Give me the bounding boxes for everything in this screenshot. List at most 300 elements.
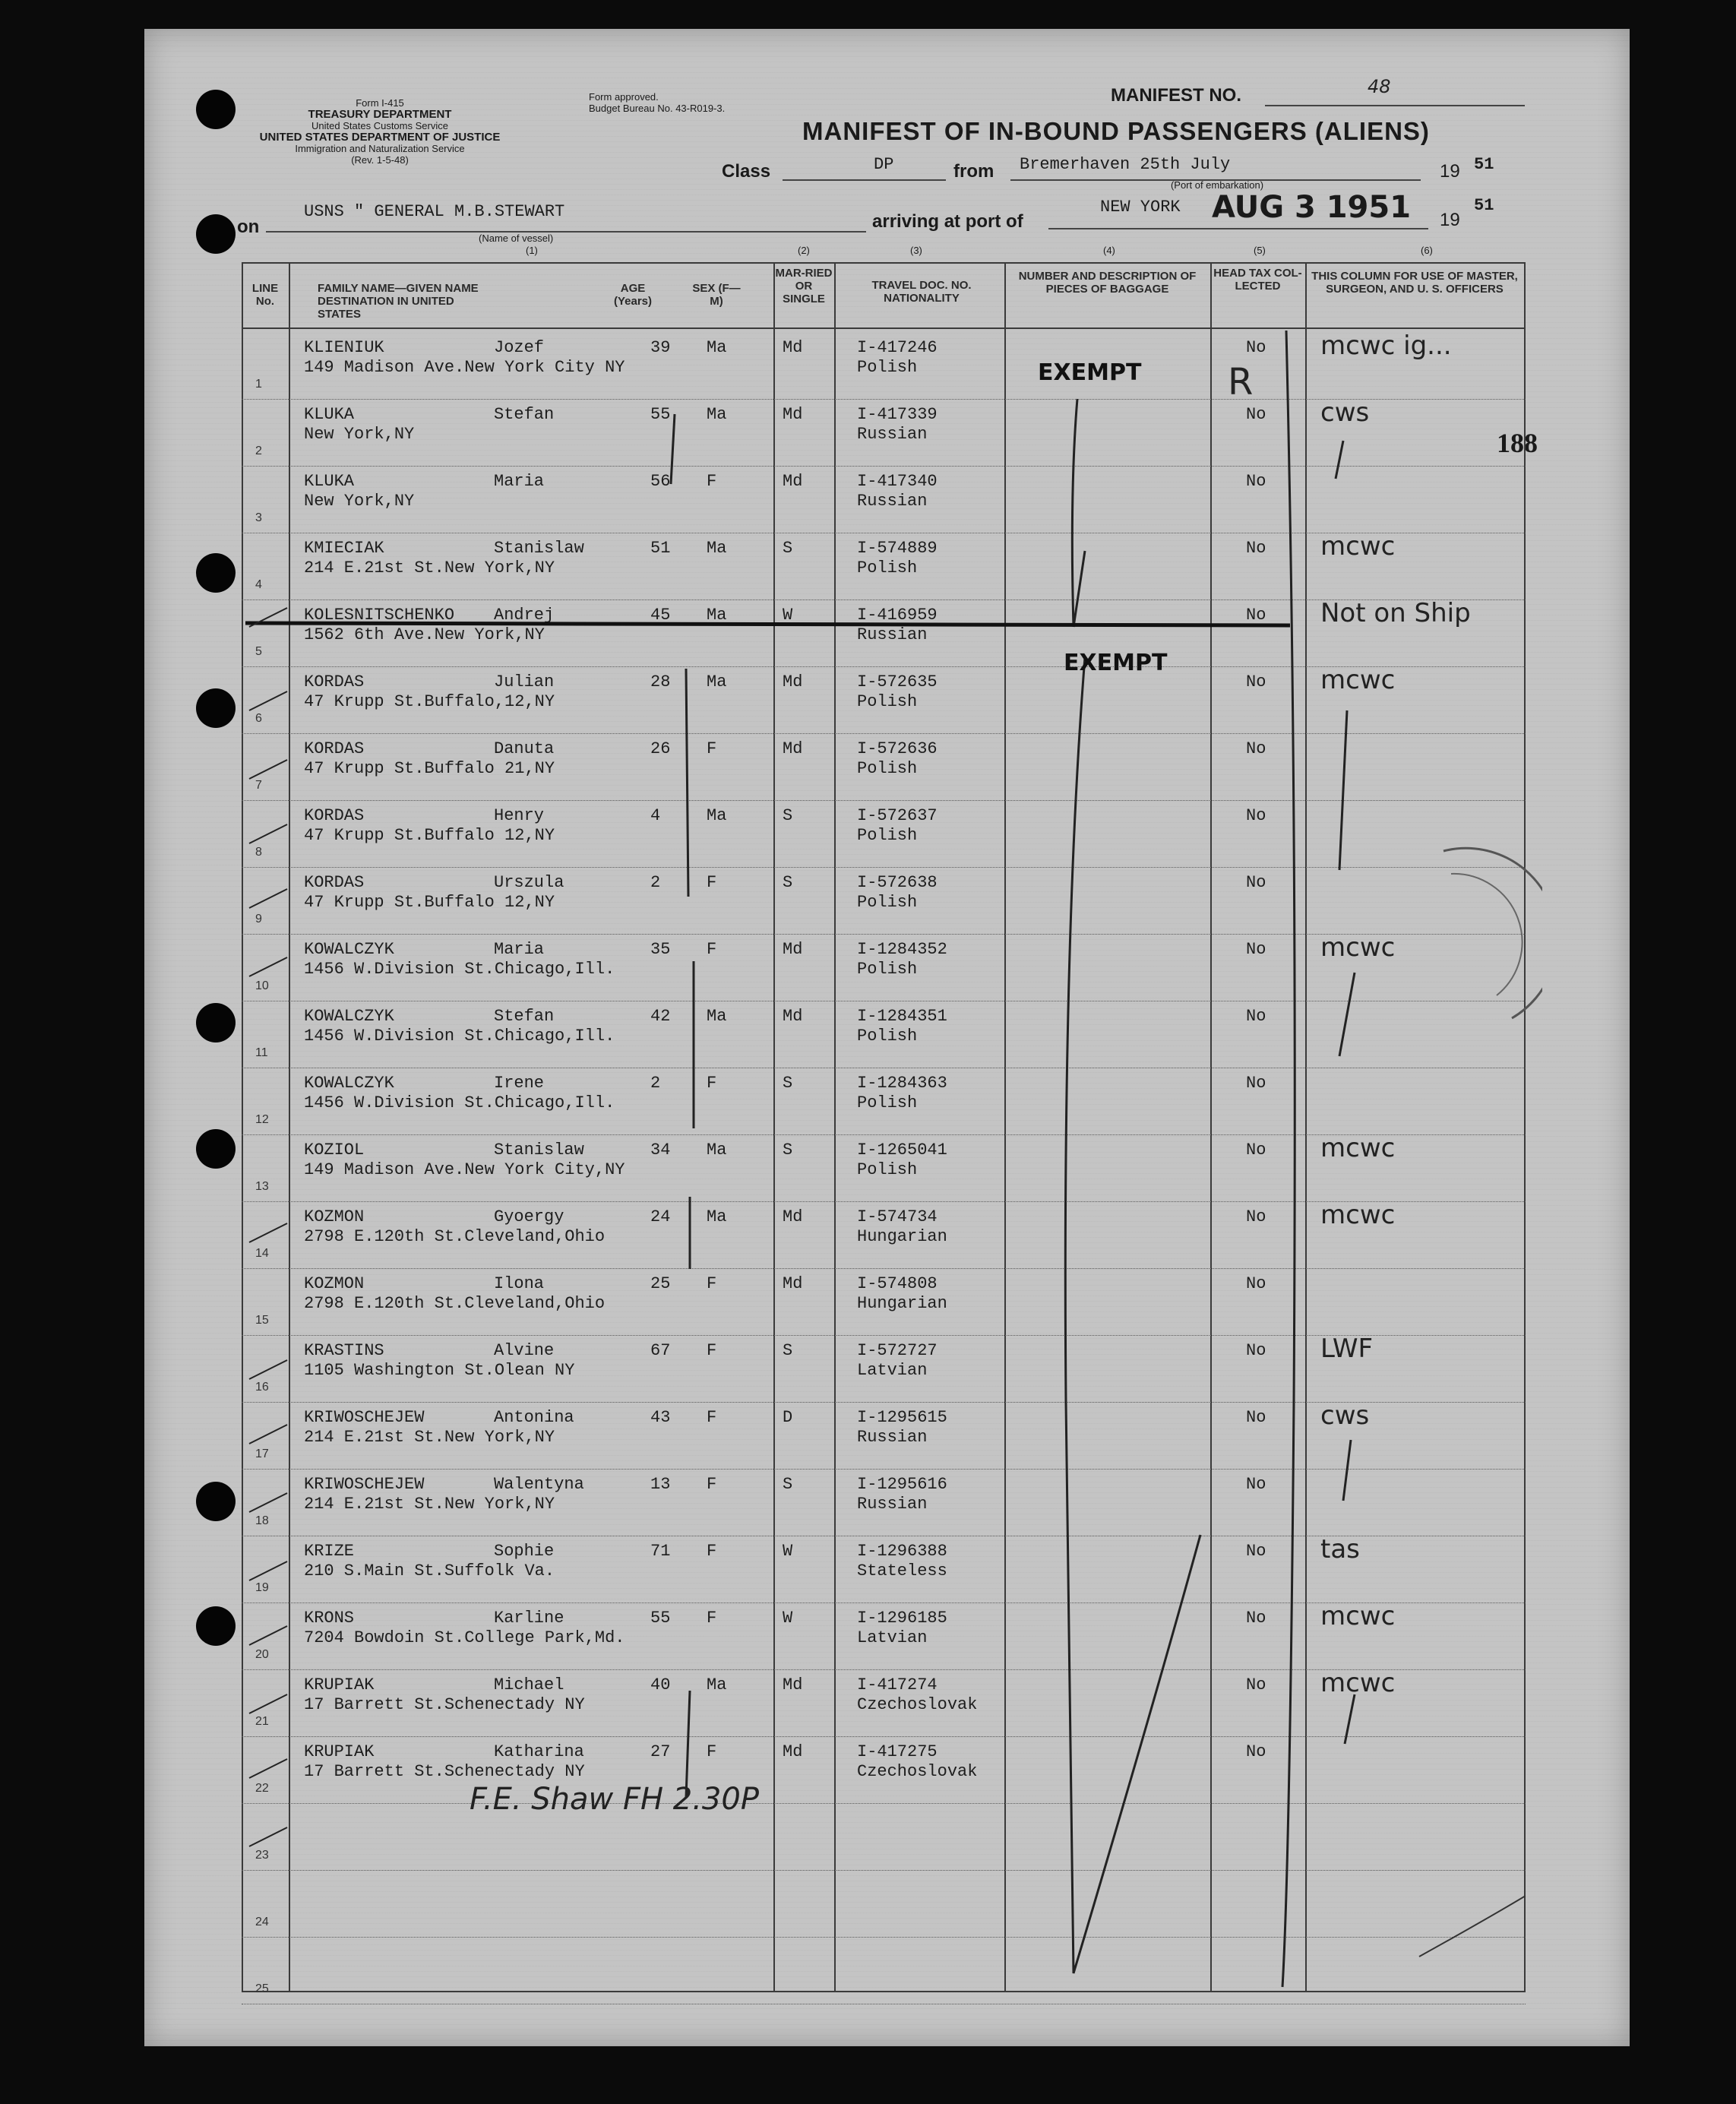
destination: 214 E.21st St.New York,NY <box>304 1495 555 1514</box>
nationality: Polish <box>857 558 918 577</box>
family-name: KRONS <box>304 1609 355 1628</box>
nationality: Polish <box>857 826 918 845</box>
given-name: Maria <box>494 940 545 959</box>
family-name: KMIECIAK <box>304 539 384 558</box>
given-name: Jozef <box>494 338 545 357</box>
nationality: Hungarian <box>857 1227 947 1246</box>
marital-status: S <box>783 1475 793 1494</box>
form-approved-label: Form approved. <box>589 91 659 103</box>
travel-doc-no: I-417246 <box>857 338 938 357</box>
col-head-name: FAMILY NAME—GIVEN NAME DESTINATION IN UNITED STATES <box>318 282 479 321</box>
age: 25 <box>650 1274 671 1293</box>
ins-label: Immigration and Naturalization Service <box>295 143 465 154</box>
given-name: Henry <box>494 806 545 825</box>
given-name: Danuta <box>494 739 555 758</box>
line-number: 10 <box>255 979 269 992</box>
head-tax: No <box>1246 1007 1266 1026</box>
travel-doc-no: I-1295616 <box>857 1475 947 1494</box>
line-number: 9 <box>255 913 262 925</box>
travel-doc-no: I-1296185 <box>857 1609 947 1628</box>
head-tax: No <box>1246 672 1266 691</box>
destination: 17 Barrett St.Schenectady NY <box>304 1762 585 1781</box>
given-name: Stefan <box>494 405 555 424</box>
officer-note: cws <box>1320 1400 1370 1431</box>
nationality: Polish <box>857 692 918 711</box>
family-name: KORDAS <box>304 739 365 758</box>
travel-doc-no: I-572636 <box>857 739 938 758</box>
manifest-no-label: MANIFEST NO. <box>1111 85 1241 106</box>
nationality: Polish <box>857 1027 918 1046</box>
punch-hole <box>196 90 236 129</box>
age: 4 <box>650 806 661 825</box>
officer-note: tas <box>1320 1534 1360 1565</box>
age: 40 <box>650 1675 671 1694</box>
nationality: Latvian <box>857 1628 928 1647</box>
form-number: Form I-415 <box>356 97 404 109</box>
travel-doc-no: I-572637 <box>857 806 938 825</box>
port-embark-caption: (Port of embarkation) <box>1170 179 1264 191</box>
sex: F <box>707 472 717 491</box>
family-name: KLUKA <box>304 405 355 424</box>
sex: F <box>707 940 717 959</box>
marital-status: S <box>783 873 793 892</box>
nationality: Russian <box>857 492 928 511</box>
marital-status: S <box>783 806 793 825</box>
head-tax: No <box>1246 1475 1266 1494</box>
head-tax: No <box>1246 1207 1266 1226</box>
family-name: KOLESNITSCHENKO <box>304 606 455 625</box>
age: 39 <box>650 338 671 357</box>
line-number: 16 <box>255 1381 269 1394</box>
age: 2 <box>650 873 661 892</box>
col-num-1: (1) <box>526 245 538 256</box>
form-agency-block <box>243 97 517 166</box>
nationality: Russian <box>857 1495 928 1514</box>
col-num-6: (6) <box>1421 245 1433 256</box>
family-name: KOWALCZYK <box>304 940 394 959</box>
travel-doc-no: I-416959 <box>857 606 938 625</box>
revision-label: (Rev. 1-5-48) <box>351 154 409 166</box>
line-number: 13 <box>255 1180 269 1193</box>
travel-doc-no: I-417339 <box>857 405 938 424</box>
destination: New York,NY <box>304 425 415 444</box>
col-head-tax: HEAD TAX COL-LECTED <box>1213 267 1302 293</box>
line-number: 7 <box>255 779 262 792</box>
nationality: Polish <box>857 1160 918 1179</box>
nationality: Russian <box>857 1428 928 1447</box>
given-name: Michael <box>494 1675 564 1694</box>
head-tax: No <box>1246 940 1266 959</box>
officer-note: mcwc ig... <box>1320 331 1452 361</box>
family-name: KRIWOSCHEJEW <box>304 1408 425 1427</box>
sex: Ma <box>707 1675 727 1694</box>
row-divider <box>242 466 1526 467</box>
family-name: KORDAS <box>304 672 365 691</box>
line-number: 18 <box>255 1514 269 1527</box>
line-number: 24 <box>255 1916 269 1928</box>
nationality: Polish <box>857 759 918 778</box>
line-number: 5 <box>255 645 262 658</box>
sex: F <box>707 1341 717 1360</box>
given-name: Maria <box>494 472 545 491</box>
given-name: Urszula <box>494 873 564 892</box>
family-name: KOWALCZYK <box>304 1007 394 1026</box>
year-1: 51 <box>1474 155 1494 174</box>
marital-status: Md <box>783 1274 803 1293</box>
head-tax: No <box>1246 472 1266 491</box>
destination: 214 E.21st St.New York,NY <box>304 1428 555 1447</box>
age: 24 <box>650 1207 671 1226</box>
sex: Ma <box>707 806 727 825</box>
given-name: Andrej <box>494 606 555 625</box>
age: 55 <box>650 1609 671 1628</box>
family-name: KOWALCZYK <box>304 1074 394 1093</box>
arrival-port: NEW YORK <box>1100 198 1181 217</box>
age: 27 <box>650 1742 671 1761</box>
nationality: Latvian <box>857 1361 928 1380</box>
row-divider <box>242 1469 1526 1470</box>
age: 13 <box>650 1475 671 1494</box>
class-value: DP <box>874 155 894 174</box>
officer-note: mcwc <box>1320 1133 1396 1163</box>
destination: 1105 Washington St.Olean NY <box>304 1361 575 1380</box>
age: 42 <box>650 1007 671 1026</box>
given-name: Stanislaw <box>494 1141 584 1160</box>
destination: New York,NY <box>304 492 415 511</box>
age: 67 <box>650 1341 671 1360</box>
line-number: 12 <box>255 1113 269 1126</box>
destination: 149 Madison Ave.New York City,NY <box>304 1160 625 1179</box>
line-number: 22 <box>255 1782 269 1795</box>
family-name: KRASTINS <box>304 1341 384 1360</box>
line-number: 6 <box>255 712 262 725</box>
travel-doc-no: I-572727 <box>857 1341 938 1360</box>
nationality: Polish <box>857 358 918 377</box>
row-divider <box>242 1736 1526 1737</box>
marital-status: Md <box>783 472 803 491</box>
nationality: Polish <box>857 960 918 979</box>
line-number: 15 <box>255 1314 269 1327</box>
given-name: Ilona <box>494 1274 545 1293</box>
punch-hole <box>196 688 236 728</box>
year-prefix-2: 19 <box>1440 210 1460 230</box>
travel-doc-no: I-417275 <box>857 1742 938 1761</box>
year-prefix-1: 19 <box>1440 161 1460 182</box>
sex: Ma <box>707 672 727 691</box>
officer-note: mcwc <box>1320 1668 1396 1698</box>
marital-status: Md <box>783 338 803 357</box>
destination: 47 Krupp St.Buffalo 21,NY <box>304 759 555 778</box>
marital-status: W <box>783 1542 793 1561</box>
year-2: 51 <box>1474 196 1494 215</box>
col-head-officers: THIS COLUMN FOR USE OF MASTER, SURGEON, AND U. S. OFFICERS <box>1311 270 1518 296</box>
given-name: Walentyna <box>494 1475 584 1494</box>
baggage-exempt-stamp: EXEMPT <box>1038 359 1142 386</box>
age: 2 <box>650 1074 661 1093</box>
destination: 7204 Bowdoin St.College Park,Md. <box>304 1628 625 1647</box>
family-name: KOZMON <box>304 1207 365 1226</box>
marital-status: W <box>783 606 793 625</box>
row-divider <box>242 1803 1526 1804</box>
head-tax: No <box>1246 1542 1266 1561</box>
marital-status: S <box>783 539 793 558</box>
family-name: KOZMON <box>304 1274 365 1293</box>
sex: Ma <box>707 606 727 625</box>
nationality: Russian <box>857 625 928 644</box>
nationality: Czechoslovak <box>857 1695 978 1714</box>
col-head-sex: SEX (F—M) <box>692 282 741 308</box>
arriving-label: arriving at port of <box>872 211 1023 232</box>
age: 56 <box>650 472 671 491</box>
marital-status: D <box>783 1408 793 1427</box>
row-divider <box>242 1268 1526 1269</box>
col-num-2: (2) <box>798 245 810 256</box>
marital-status: Md <box>783 1007 803 1026</box>
head-tax: No <box>1246 1074 1266 1093</box>
age: 71 <box>650 1542 671 1561</box>
sex: F <box>707 1274 717 1293</box>
nationality: Czechoslovak <box>857 1762 978 1781</box>
given-name: Antonina <box>494 1408 574 1427</box>
age: 35 <box>650 940 671 959</box>
destination: 47 Krupp St.Buffalo 12,NY <box>304 893 555 912</box>
head-tax: No <box>1246 1341 1266 1360</box>
head-tax: No <box>1246 739 1266 758</box>
officer-note: mcwc <box>1320 665 1396 695</box>
arrival-date-stamp: AUG 3 1951 <box>1212 190 1412 225</box>
head-tax: No <box>1246 806 1266 825</box>
travel-doc-no: I-1296388 <box>857 1542 947 1561</box>
nationality: Stateless <box>857 1561 947 1580</box>
page-count: 188 <box>1497 428 1538 458</box>
given-name: Irene <box>494 1074 545 1093</box>
sex: F <box>707 1742 717 1761</box>
age: 28 <box>650 672 671 691</box>
line-number: 23 <box>255 1849 269 1862</box>
sex: F <box>707 1542 717 1561</box>
punch-hole <box>196 214 236 254</box>
destination: 149 Madison Ave.New York City NY <box>304 358 625 377</box>
from-label: from <box>953 161 994 182</box>
on-label: on <box>237 217 260 237</box>
destination: 1456 W.Division St.Chicago,Ill. <box>304 960 615 979</box>
row-divider <box>242 800 1526 801</box>
marital-status: W <box>783 1609 793 1628</box>
head-tax: No <box>1246 405 1266 424</box>
given-name: Julian <box>494 672 555 691</box>
head-tax: No <box>1246 606 1266 625</box>
given-name: Sophie <box>494 1542 555 1561</box>
travel-doc-no: I-1284352 <box>857 940 947 959</box>
marital-status: Md <box>783 1207 803 1226</box>
row-divider <box>242 1870 1526 1871</box>
destination: 1562 6th Ave.New York,NY <box>304 625 545 644</box>
age: 26 <box>650 739 671 758</box>
col-head-line: LINE No. <box>251 282 279 308</box>
travel-doc-no: I-572638 <box>857 873 938 892</box>
line-number: 3 <box>255 511 262 524</box>
marital-status: Md <box>783 405 803 424</box>
travel-doc-no: I-1284363 <box>857 1074 947 1093</box>
sex: Ma <box>707 1141 727 1160</box>
head-tax: No <box>1246 539 1266 558</box>
nationality: Polish <box>857 893 918 912</box>
punch-hole <box>196 1003 236 1043</box>
marital-status: Md <box>783 1742 803 1761</box>
col-head-travel: TRAVEL DOC. NO. NATIONALITY <box>871 279 972 305</box>
baggage-exempt-stamp: EXEMPT <box>1064 650 1168 676</box>
marital-status: S <box>783 1341 793 1360</box>
col-num-3: (3) <box>910 245 922 256</box>
col-head-age: AGE (Years) <box>613 282 653 308</box>
line-number: 4 <box>255 578 262 591</box>
punch-hole <box>196 1129 236 1169</box>
family-name: KLIENIUK <box>304 338 384 357</box>
line-number: 20 <box>255 1648 269 1661</box>
line-number: 1 <box>255 378 262 391</box>
sex: F <box>707 1408 717 1427</box>
destination: 1456 W.Division St.Chicago,Ill. <box>304 1093 615 1112</box>
destination: 210 S.Main St.Suffolk Va. <box>304 1561 555 1580</box>
age: 51 <box>650 539 671 558</box>
family-name: KORDAS <box>304 806 365 825</box>
officer-note: mcwc <box>1320 531 1396 562</box>
destination: 47 Krupp St.Buffalo,12,NY <box>304 692 555 711</box>
destination: 17 Barrett St.Schenectady NY <box>304 1695 585 1714</box>
age: 34 <box>650 1141 671 1160</box>
nationality: Russian <box>857 425 928 444</box>
family-name: KORDAS <box>304 873 365 892</box>
head-tax: No <box>1246 873 1266 892</box>
sex: F <box>707 1074 717 1093</box>
vessel-name: USNS " GENERAL M.B.STEWART <box>304 202 565 221</box>
family-name: KRIZE <box>304 1542 355 1561</box>
travel-doc-no: I-1284351 <box>857 1007 947 1026</box>
sex: F <box>707 739 717 758</box>
marital-status: S <box>783 1141 793 1160</box>
age: 43 <box>650 1408 671 1427</box>
manifest-table <box>242 262 1526 1995</box>
destination: 1456 W.Division St.Chicago,Ill. <box>304 1027 615 1046</box>
officer-note: mcwc <box>1320 1200 1396 1230</box>
circular-seal <box>1428 843 1542 1033</box>
sex: F <box>707 1475 717 1494</box>
travel-doc-no: I-417274 <box>857 1675 938 1694</box>
vessel-caption: (Name of vessel) <box>479 233 554 244</box>
nationality: Polish <box>857 1093 918 1112</box>
family-name: KRIWOSCHEJEW <box>304 1475 425 1494</box>
travel-doc-no: I-574734 <box>857 1207 938 1226</box>
row-divider <box>242 867 1526 868</box>
treasury-label: TREASURY DEPARTMENT <box>308 108 452 121</box>
travel-doc-no: I-572635 <box>857 672 938 691</box>
head-tax: No <box>1246 338 1266 357</box>
destination: 214 E.21st St.New York,NY <box>304 558 555 577</box>
sex: F <box>707 1609 717 1628</box>
given-name: Karline <box>494 1609 564 1628</box>
line-number: 2 <box>255 445 262 457</box>
officer-note: LWF <box>1320 1334 1373 1364</box>
officer-note: cws <box>1320 397 1370 428</box>
line-number: 19 <box>255 1581 269 1594</box>
col-head-baggage: NUMBER AND DESCRIPTION OF PIECES OF BAGGAGE <box>1018 270 1197 296</box>
tax-mark: R <box>1228 361 1254 403</box>
manifest-no-value: 48 <box>1368 76 1391 97</box>
marital-status: Md <box>783 940 803 959</box>
budget-label: Budget Bureau No. 43-R019-3. <box>589 103 726 114</box>
travel-doc-no: I-417340 <box>857 472 938 491</box>
line-number: 21 <box>255 1715 269 1728</box>
given-name: Alvine <box>494 1341 555 1360</box>
officer-note: mcwc <box>1320 932 1396 963</box>
head-tax: No <box>1246 1408 1266 1427</box>
officer-note: mcwc <box>1320 1601 1396 1631</box>
head-tax: No <box>1246 1609 1266 1628</box>
row-divider <box>242 733 1526 734</box>
sex: Ma <box>707 405 727 424</box>
travel-doc-no: I-574889 <box>857 539 938 558</box>
given-name: Stanislaw <box>494 539 584 558</box>
class-label: Class <box>722 161 771 182</box>
family-name: KOZIOL <box>304 1141 365 1160</box>
marital-status: Md <box>783 672 803 691</box>
age: 55 <box>650 405 671 424</box>
age: 45 <box>650 606 671 625</box>
marital-status: S <box>783 1074 793 1093</box>
head-tax: No <box>1246 1274 1266 1293</box>
given-name: Gyoergy <box>494 1207 564 1226</box>
approval-block <box>589 91 725 114</box>
sex: Ma <box>707 1007 727 1026</box>
page-title: MANIFEST OF IN-BOUND PASSENGERS (ALIENS) <box>802 117 1430 145</box>
officer-note: Not on Ship <box>1320 598 1471 628</box>
sex: Ma <box>707 1207 727 1226</box>
travel-doc-no: I-574808 <box>857 1274 938 1293</box>
line-number: 14 <box>255 1247 269 1260</box>
head-tax: No <box>1246 1742 1266 1761</box>
family-name: KLUKA <box>304 472 355 491</box>
line-number: 17 <box>255 1447 269 1460</box>
travel-doc-no: I-1295615 <box>857 1408 947 1427</box>
destination: 47 Krupp St.Buffalo 12,NY <box>304 826 555 845</box>
col-head-married: MAR-RIED OR SINGLE <box>775 267 833 305</box>
marital-status: Md <box>783 739 803 758</box>
given-name: Katharina <box>494 1742 584 1761</box>
col-num-4: (4) <box>1103 245 1115 256</box>
nationality: Hungarian <box>857 1294 947 1313</box>
punch-hole <box>196 1606 236 1646</box>
line-number: 25 <box>255 1982 269 1995</box>
punch-hole <box>196 1482 236 1521</box>
destination: 2798 E.120th St.Cleveland,Ohio <box>304 1294 606 1313</box>
destination: 2798 E.120th St.Cleveland,Ohio <box>304 1227 606 1246</box>
sex: Ma <box>707 338 727 357</box>
given-name: Stefan <box>494 1007 555 1026</box>
line-number: 8 <box>255 846 262 859</box>
family-name: KRUPIAK <box>304 1675 375 1694</box>
punch-hole <box>196 553 236 593</box>
line-number: 11 <box>255 1046 268 1059</box>
customs-label: United States Customs Service <box>311 120 448 131</box>
travel-doc-no: I-1265041 <box>857 1141 947 1160</box>
col-num-5: (5) <box>1254 245 1266 256</box>
justice-label: UNITED STATES DEPARTMENT OF JUSTICE <box>259 131 501 144</box>
from-value: Bremerhaven 25th July <box>1020 155 1231 174</box>
marital-status: Md <box>783 1675 803 1694</box>
row-divider <box>242 1937 1526 1938</box>
handwritten-marks <box>242 262 1526 1992</box>
sex: F <box>707 873 717 892</box>
